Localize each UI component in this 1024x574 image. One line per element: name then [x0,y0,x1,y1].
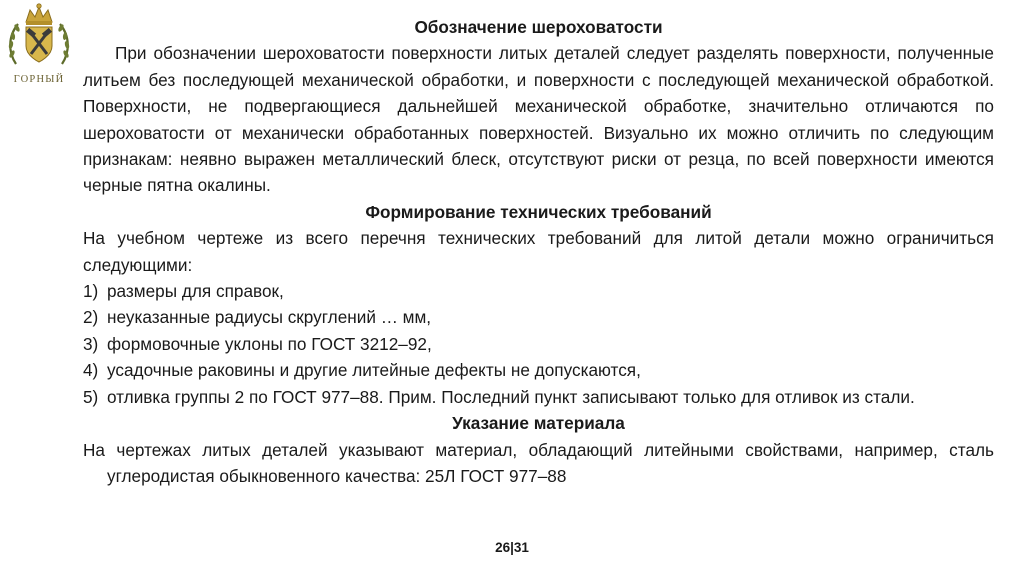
requirement-item [83,278,994,304]
requirement-item [83,304,994,330]
crown-hammers-emblem [4,2,74,76]
requirement-text: отливка группы 2 по ГОСТ 977–88. Прим. Последний пункт записывают только для отливок из стали. [107,386,915,407]
slide-content [83,14,994,489]
material-paragraph: На чертежах литых деталей указывают материал, обладающий литейными свойствами, например, сталь углеродистая обыкновенного качества: 25Л ГОСТ 977–88 [83,439,994,486]
university-logo [4,2,74,94]
requirement-text: формовочные уклоны по ГОСТ 3212–92, [107,333,432,354]
roughness-paragraph: При обозначении шероховатости поверхности литых деталей следует разделять поверхности, полученные литьем без последующей механической обработки, и поверхности с последующей механической обработкой. Поверхности, не подвергающиеся дальнейшей механической обработке, значительно отличаются по шероховатости от механически обработанных поверхностей. Визуально их можно отличить по следующим признакам: неявно выражен металлический блеск, отсутствуют риски от резца, по всей поверхности имеются черные пятна окалины. [83,43,994,196]
requirements-intro: На учебном чертеже из всего перечня технических требований для литой детали можно ограничиться следующими: [83,228,994,275]
requirement-item [83,331,994,357]
requirement-number: 5) [83,386,99,407]
requirement-number: 2) [83,307,99,328]
page-number: 26|31 [495,540,529,555]
requirement-number: 3) [83,333,99,354]
requirement-number: 4) [83,360,99,381]
requirement-number: 1) [83,281,99,302]
requirement-text: неуказанные радиусы скруглений … мм, [107,307,432,328]
logo-caption: ГОРНЫЙ [13,74,65,85]
requirement-text: усадочные раковины и другие литейные дефекты не допускаются, [107,360,641,381]
requirements-heading: Формирование технических требований [365,201,712,222]
requirement-text: размеры для справок, [107,281,284,302]
roughness-heading: Обозначение шероховатости [414,17,663,37]
material-heading: Указание материала [452,413,625,434]
requirement-item [83,357,994,383]
requirement-item [83,384,994,410]
requirements-list [83,278,994,410]
